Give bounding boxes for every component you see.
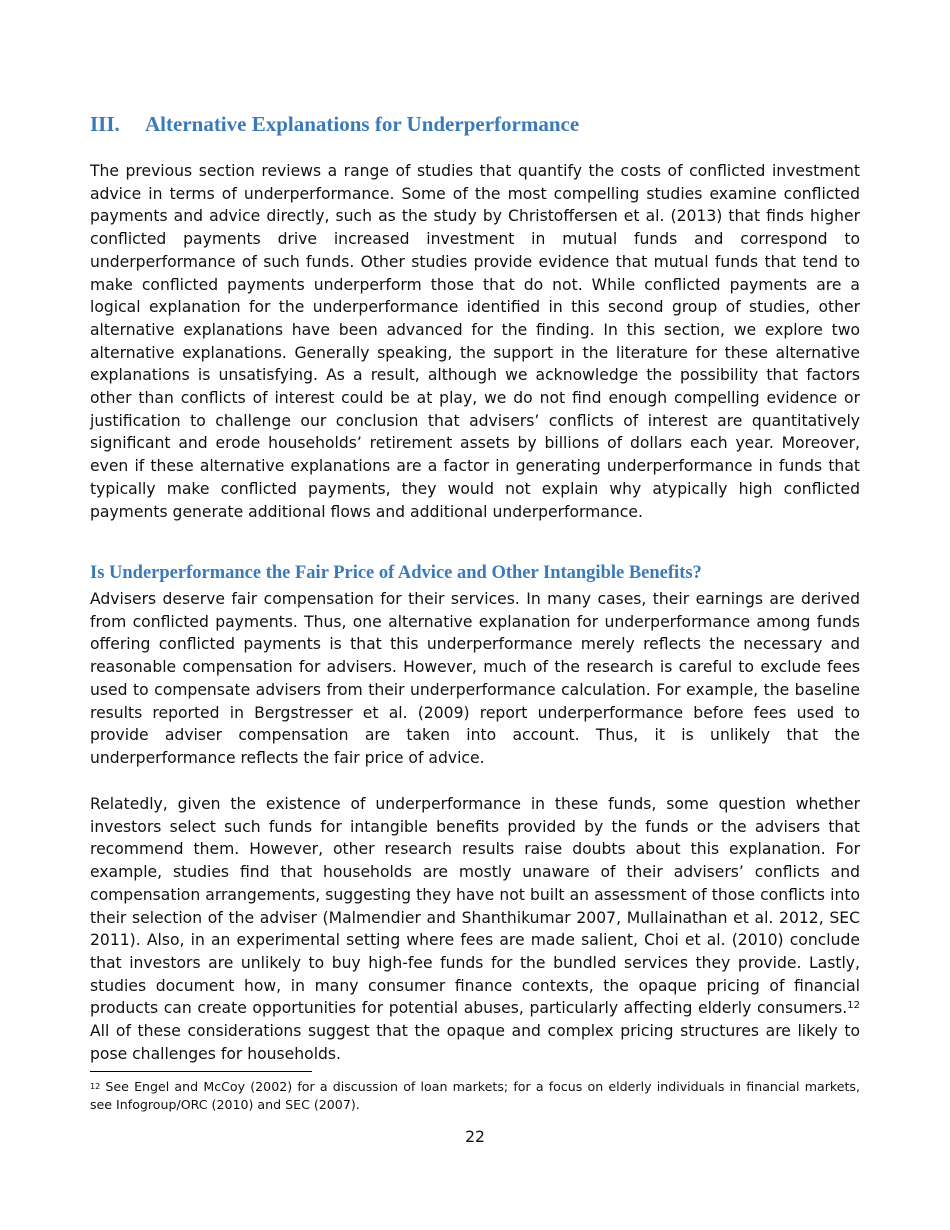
section-number: III. bbox=[90, 112, 120, 136]
section-heading bbox=[90, 112, 579, 137]
intro-paragraph: The previous section reviews a range of studies that quantify the costs of conflicted investment advice in terms of underperformance. Some of the most compelling studies examine conflicted payments and advice directly, such as the study by Christoffersen et al. (2013) that finds higher conflicted payments drive increased investment in mutual funds and correspond to underperformance of such funds. Other studies provide evidence that mutual funds that tend to make conflicted payments underperform those that do not. While conflicted payments are a logical explanation for the underperformance identified in this second group of studies, other alternative explanations have been advanced for the finding. In this section, we explore two alternative explanations. Generally speaking, the support in the literature for these alternative explanations is unsatisfying. As a result, although we acknowledge the possibility that factors other than conflicts of interest could be at play, we do not find enough compelling evidence or justification to challenge our conclusion that advisers’ conflicts of interest are quantitatively significant and erode households’ retirement assets by billions of dollars each year. Moreover, even if these alternative explanations are a factor in generating underperformance in funds that typically make conflicted payments, they would not explain why atypically high conflicted payments generate additional flows and additional underperformance. bbox=[90, 162, 860, 521]
footnote-divider bbox=[90, 1071, 312, 1072]
footnote bbox=[90, 1078, 860, 1114]
footnote-number: 12 bbox=[90, 1082, 101, 1091]
footnote-reference: 12 bbox=[847, 1000, 860, 1012]
section-title: Alternative Explanations for Underperformance bbox=[145, 112, 580, 136]
paragraph-text: All of these considerations suggest that the opaque and complex pricing structures are likely to pose challenges for households. bbox=[90, 1022, 860, 1063]
footnote-text: See Engel and McCoy (2002) for a discussion of loan markets; for a focus on elderly individuals in financial markets, see Infogroup/ORC (2010) and SEC (2007). bbox=[90, 1079, 860, 1112]
subsection-heading: Is Underperformance the Fair Price of Advice and Other Intangible Benefits? bbox=[90, 563, 702, 583]
body-paragraph: Advisers deserve fair compensation for their services. In many cases, their earnings are derived from conflicted payments. Thus, one alternative explanation for underperformance among funds offering conflicted payments is that this underperformance merely reflects the necessary and reasonable compensation for advisers. However, much of the research is careful to exclude fees used to compensate advisers from their underperformance calculation. For example, the baseline results reported in Bergstresser et al. (2009) report underperformance before fees used to provide adviser compensation are taken into account. Thus, it is unlikely that the underperformance reflects the fair price of advice. bbox=[90, 590, 860, 767]
body-paragraph bbox=[90, 793, 860, 1065]
paragraph-text: Relatedly, given the existence of underperformance in these funds, some question whether investors select such funds for intangible benefits provided by the funds or the advisers that recommend them. However, other research results raise doubts about this explanation. For example, studies find that households are mostly unaware of their advisers’ conflicts and compensation arrangements, suggesting they have not built an assessment of those conflicts into their selection of the adviser (Malmendier and Shanthikumar 2007, Mullainathan et al. 2012, SEC 2011). Also, in an experimental setting where fees are made salient, Choi et al. (2010) conclude that investors are unlikely to buy high-fee funds for the bundled services they provide. Lastly, studies document how, in many consumer finance contexts, the opaque pricing of financial products can create opportunities for potential abuses, particularly affecting elderly consumers. bbox=[90, 795, 860, 1018]
page-number: 22 bbox=[465, 1128, 485, 1146]
